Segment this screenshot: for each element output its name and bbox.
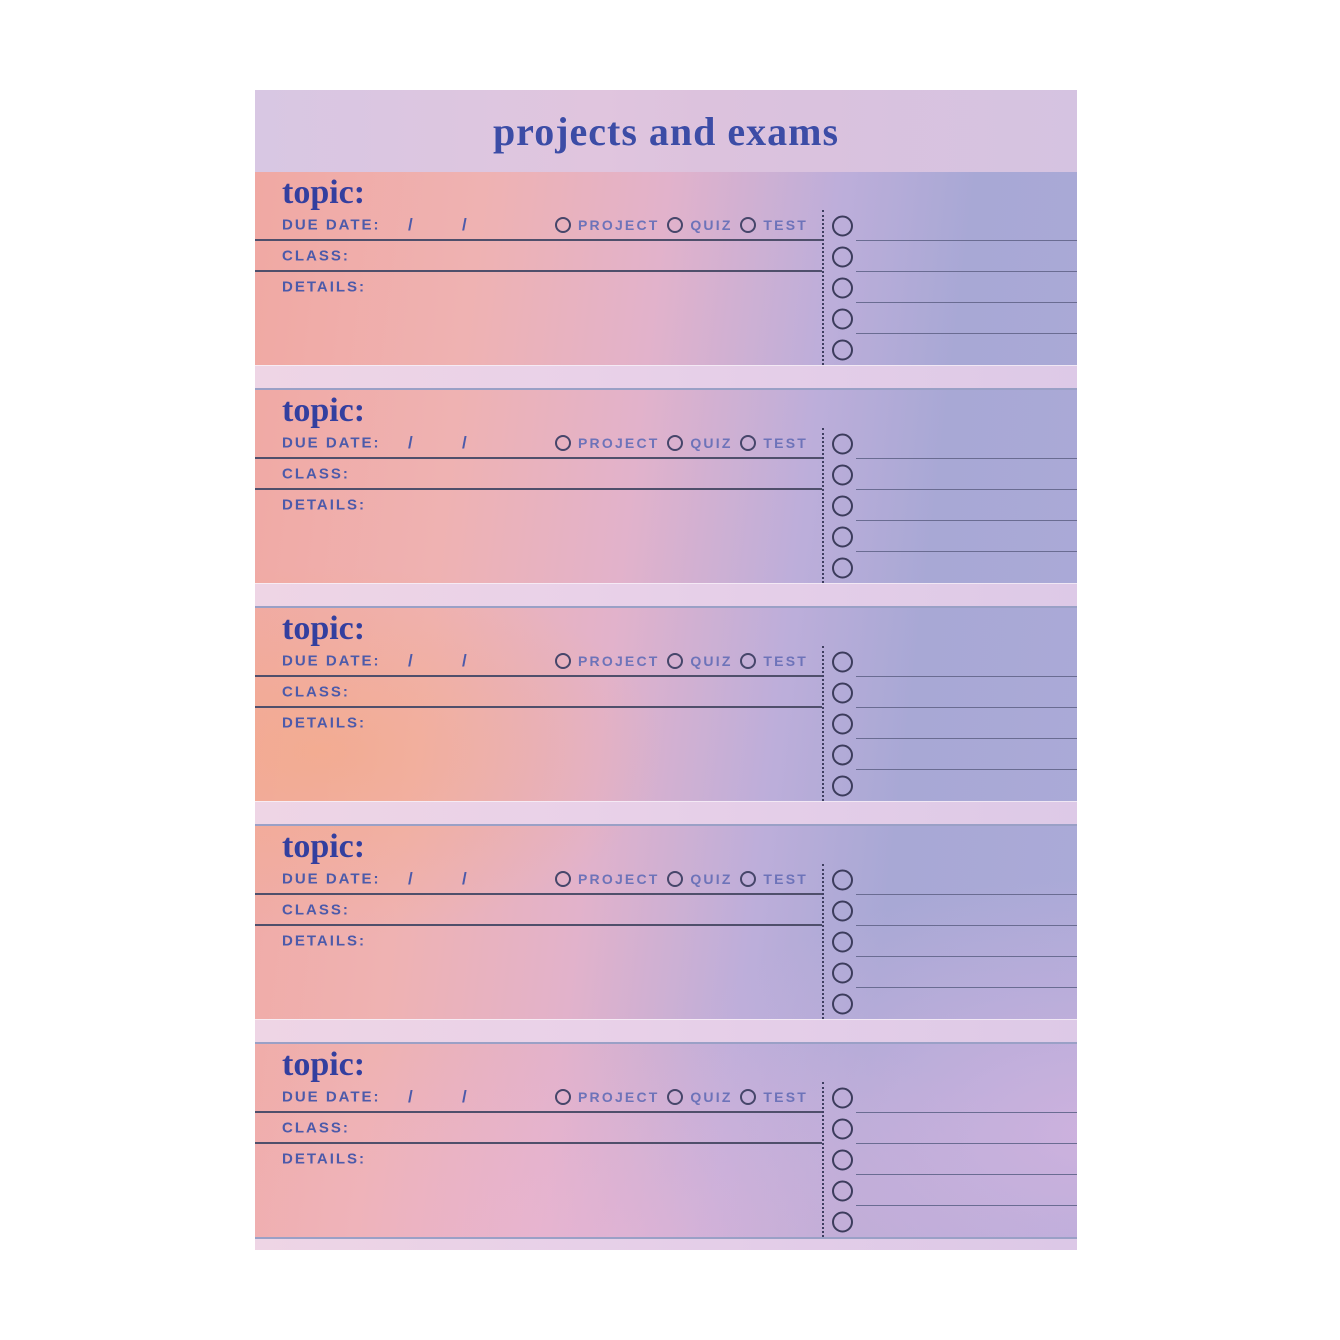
checklist-circle-icon[interactable] — [832, 962, 853, 983]
date-slash-icon: / — [408, 214, 413, 234]
radio-circle-icon[interactable] — [667, 435, 683, 451]
checklist-row — [824, 272, 1077, 303]
checklist-circle-icon[interactable] — [832, 775, 853, 796]
topic-field-row[interactable] — [255, 608, 1077, 646]
date-slash-icon: / — [462, 432, 467, 452]
date-slash-icon: / — [408, 1086, 413, 1106]
checklist-row — [824, 334, 1077, 365]
due-date-field-row[interactable] — [255, 864, 822, 895]
checklist-row — [824, 459, 1077, 490]
radio-quiz[interactable] — [667, 871, 732, 887]
radio-test-label: TEST — [763, 1088, 808, 1105]
topic-label: topic: — [282, 1046, 366, 1083]
topic-label: topic: — [282, 610, 366, 647]
topic-field-row[interactable] — [255, 1044, 1077, 1082]
checklist-writing-line[interactable] — [856, 334, 1077, 365]
section-left-column — [255, 646, 822, 801]
checklist-column — [822, 864, 1077, 1019]
checklist-circle-icon[interactable] — [832, 682, 853, 703]
checklist-circle-icon[interactable] — [832, 433, 853, 454]
type-radio-group — [555, 864, 808, 893]
class-field-row[interactable] — [255, 241, 822, 272]
checklist-writing-line[interactable] — [856, 428, 1077, 459]
radio-test-label: TEST — [763, 216, 808, 233]
type-radio-group — [555, 1082, 808, 1111]
due-date-field-row[interactable] — [255, 428, 822, 459]
checklist-row — [824, 303, 1077, 334]
radio-test-label: TEST — [763, 434, 808, 451]
checklist-circle-icon[interactable] — [832, 651, 853, 672]
class-label: CLASS: — [282, 465, 350, 482]
checklist-writing-line[interactable] — [856, 1144, 1077, 1175]
section-left-column — [255, 210, 822, 365]
radio-project-label: PROJECT — [578, 216, 660, 233]
radio-project[interactable] — [555, 653, 660, 669]
date-slash-icon: / — [462, 650, 467, 670]
checklist-row — [824, 1206, 1077, 1237]
date-slash-icon: / — [408, 650, 413, 670]
topic-label: topic: — [282, 174, 366, 211]
planner-section — [255, 608, 1077, 801]
planner-sheet — [255, 90, 1077, 1250]
radio-test[interactable] — [740, 653, 808, 669]
radio-project[interactable] — [555, 1089, 660, 1105]
checklist-circle-icon[interactable] — [832, 1211, 853, 1232]
date-slash-icon: / — [462, 1086, 467, 1106]
section-left-column — [255, 1082, 822, 1237]
radio-test[interactable] — [740, 1089, 808, 1105]
radio-test[interactable] — [740, 871, 808, 887]
radio-project-label: PROJECT — [578, 434, 660, 451]
checklist-writing-line[interactable] — [856, 957, 1077, 988]
checklist-writing-line[interactable] — [856, 708, 1077, 739]
checklist-writing-line[interactable] — [856, 646, 1077, 677]
radio-project-label: PROJECT — [578, 870, 660, 887]
radio-circle-icon[interactable] — [740, 435, 756, 451]
checklist-circle-icon[interactable] — [832, 464, 853, 485]
section-divider — [255, 1019, 1077, 1044]
class-field-row[interactable] — [255, 1113, 822, 1144]
details-field-row[interactable] — [255, 272, 822, 365]
details-field-row[interactable] — [255, 926, 822, 1019]
radio-circle-icon[interactable] — [555, 653, 571, 669]
class-field-row[interactable] — [255, 459, 822, 490]
checklist-circle-icon[interactable] — [832, 744, 853, 765]
checklist-writing-line[interactable] — [856, 552, 1077, 583]
checklist-writing-line[interactable] — [856, 459, 1077, 490]
checklist-writing-line[interactable] — [856, 1175, 1077, 1206]
due-date-field-row[interactable] — [255, 1082, 822, 1113]
checklist-row — [824, 739, 1077, 770]
checklist-row — [824, 646, 1077, 677]
planner-section — [255, 172, 1077, 365]
radio-circle-icon[interactable] — [740, 217, 756, 233]
radio-circle-icon[interactable] — [740, 871, 756, 887]
radio-quiz-label: QUIZ — [690, 870, 733, 887]
checklist-circle-icon[interactable] — [832, 277, 853, 298]
details-label: DETAILS: — [282, 278, 367, 296]
checklist-column — [822, 646, 1077, 801]
section-body — [255, 428, 1077, 583]
checklist-row — [824, 521, 1077, 552]
checklist-circle-icon[interactable] — [832, 869, 853, 890]
checklist-circle-icon[interactable] — [832, 1087, 853, 1108]
radio-test-label: TEST — [763, 652, 808, 669]
details-field-row[interactable] — [255, 1144, 822, 1237]
checklist-row — [824, 490, 1077, 521]
radio-project-label: PROJECT — [578, 652, 660, 669]
checklist-column — [822, 1082, 1077, 1237]
checklist-row — [824, 708, 1077, 739]
bottom-band — [255, 1237, 1077, 1250]
checklist-writing-line[interactable] — [856, 521, 1077, 552]
due-date-label: DUE DATE: — [282, 870, 381, 887]
checklist-circle-icon[interactable] — [832, 1149, 853, 1170]
class-label: CLASS: — [282, 1119, 350, 1136]
topic-label: topic: — [282, 392, 366, 429]
planner-section — [255, 826, 1077, 1019]
radio-circle-icon[interactable] — [667, 217, 683, 233]
checklist-writing-line[interactable] — [856, 210, 1077, 241]
checklist-circle-icon[interactable] — [832, 215, 853, 236]
radio-project[interactable] — [555, 435, 660, 451]
checklist-row — [824, 770, 1077, 801]
checklist-row — [824, 210, 1077, 241]
section-body — [255, 864, 1077, 1019]
checklist-writing-line[interactable] — [856, 241, 1077, 272]
radio-circle-icon[interactable] — [555, 871, 571, 887]
radio-circle-icon[interactable] — [555, 1089, 571, 1105]
checklist-circle-icon[interactable] — [832, 713, 853, 734]
checklist-writing-line[interactable] — [856, 490, 1077, 521]
section-body — [255, 210, 1077, 365]
radio-circle-icon[interactable] — [740, 1089, 756, 1105]
details-field-row[interactable] — [255, 708, 822, 801]
checklist-writing-line[interactable] — [856, 1206, 1077, 1237]
checklist-circle-icon[interactable] — [832, 495, 853, 516]
checklist-circle-icon[interactable] — [832, 1180, 853, 1201]
date-slash-icon: / — [408, 432, 413, 452]
page-title: projects and exams — [492, 108, 840, 154]
radio-project-label: PROJECT — [578, 1088, 660, 1105]
radio-circle-icon[interactable] — [667, 871, 683, 887]
radio-quiz[interactable] — [667, 435, 732, 451]
checklist-circle-icon[interactable] — [832, 246, 853, 267]
due-date-label: DUE DATE: — [282, 652, 381, 669]
checklist-row — [824, 1175, 1077, 1206]
details-label: DETAILS: — [282, 932, 367, 950]
section-divider — [255, 801, 1077, 826]
type-radio-group — [555, 428, 808, 457]
radio-quiz[interactable] — [667, 1089, 732, 1105]
radio-test-label: TEST — [763, 870, 808, 887]
checklist-writing-line[interactable] — [856, 1082, 1077, 1113]
checklist-circle-icon[interactable] — [832, 900, 853, 921]
checklist-row — [824, 1144, 1077, 1175]
checklist-row — [824, 988, 1077, 1019]
due-date-label: DUE DATE: — [282, 1088, 381, 1105]
radio-circle-icon[interactable] — [667, 1089, 683, 1105]
checklist-circle-icon[interactable] — [832, 308, 853, 329]
due-date-label: DUE DATE: — [282, 216, 381, 233]
checklist-row — [824, 1082, 1077, 1113]
checklist-column — [822, 428, 1077, 583]
section-divider — [255, 583, 1077, 608]
checklist-row — [824, 895, 1077, 926]
topic-field-row[interactable] — [255, 390, 1077, 428]
radio-quiz-label: QUIZ — [690, 216, 733, 233]
checklist-row — [824, 864, 1077, 895]
checklist-circle-icon[interactable] — [832, 993, 853, 1014]
type-radio-group — [555, 646, 808, 675]
radio-test[interactable] — [740, 435, 808, 451]
class-field-row[interactable] — [255, 677, 822, 708]
details-label: DETAILS: — [282, 1150, 367, 1168]
class-label: CLASS: — [282, 247, 350, 264]
radio-quiz[interactable] — [667, 217, 732, 233]
checklist-writing-line[interactable] — [856, 770, 1077, 801]
section-left-column — [255, 864, 822, 1019]
radio-project[interactable] — [555, 217, 660, 233]
checklist-row — [824, 926, 1077, 957]
checklist-writing-line[interactable] — [856, 1113, 1077, 1144]
details-label: DETAILS: — [282, 496, 367, 514]
checklist-row — [824, 241, 1077, 272]
radio-circle-icon[interactable] — [740, 653, 756, 669]
section-body — [255, 1082, 1077, 1237]
planner-section — [255, 390, 1077, 583]
details-label: DETAILS: — [282, 714, 367, 732]
due-date-field-row[interactable] — [255, 210, 822, 241]
class-field-row[interactable] — [255, 895, 822, 926]
class-label: CLASS: — [282, 683, 350, 700]
checklist-circle-icon[interactable] — [832, 557, 853, 578]
checklist-writing-line[interactable] — [856, 864, 1077, 895]
due-date-field-row[interactable] — [255, 646, 822, 677]
checklist-writing-line[interactable] — [856, 895, 1077, 926]
topic-field-row[interactable] — [255, 172, 1077, 210]
date-slash-icon: / — [462, 214, 467, 234]
checklist-column — [822, 210, 1077, 365]
topic-label: topic: — [282, 828, 366, 865]
date-slash-icon: / — [462, 868, 467, 888]
section-divider — [255, 365, 1077, 390]
checklist-circle-icon[interactable] — [832, 526, 853, 547]
radio-project[interactable] — [555, 871, 660, 887]
checklist-writing-line[interactable] — [856, 272, 1077, 303]
radio-quiz[interactable] — [667, 653, 732, 669]
planner-section — [255, 1044, 1077, 1237]
radio-quiz-label: QUIZ — [690, 1088, 733, 1105]
class-label: CLASS: — [282, 901, 350, 918]
details-field-row[interactable] — [255, 490, 822, 583]
checklist-circle-icon[interactable] — [832, 931, 853, 952]
checklist-row — [824, 677, 1077, 708]
radio-quiz-label: QUIZ — [690, 434, 733, 451]
checklist-circle-icon[interactable] — [832, 339, 853, 360]
page-header — [255, 90, 1077, 172]
checklist-row — [824, 428, 1077, 459]
section-body — [255, 646, 1077, 801]
topic-field-row[interactable] — [255, 826, 1077, 864]
radio-test[interactable] — [740, 217, 808, 233]
section-left-column — [255, 428, 822, 583]
type-radio-group — [555, 210, 808, 239]
radio-quiz-label: QUIZ — [690, 652, 733, 669]
checklist-writing-line[interactable] — [856, 988, 1077, 1019]
date-slash-icon: / — [408, 868, 413, 888]
checklist-row — [824, 552, 1077, 583]
radio-circle-icon[interactable] — [555, 435, 571, 451]
radio-circle-icon[interactable] — [555, 217, 571, 233]
checklist-circle-icon[interactable] — [832, 1118, 853, 1139]
checklist-writing-line[interactable] — [856, 926, 1077, 957]
due-date-label: DUE DATE: — [282, 434, 381, 451]
checklist-writing-line[interactable] — [856, 303, 1077, 334]
checklist-writing-line[interactable] — [856, 677, 1077, 708]
checklist-writing-line[interactable] — [856, 739, 1077, 770]
checklist-row — [824, 957, 1077, 988]
radio-circle-icon[interactable] — [667, 653, 683, 669]
checklist-row — [824, 1113, 1077, 1144]
